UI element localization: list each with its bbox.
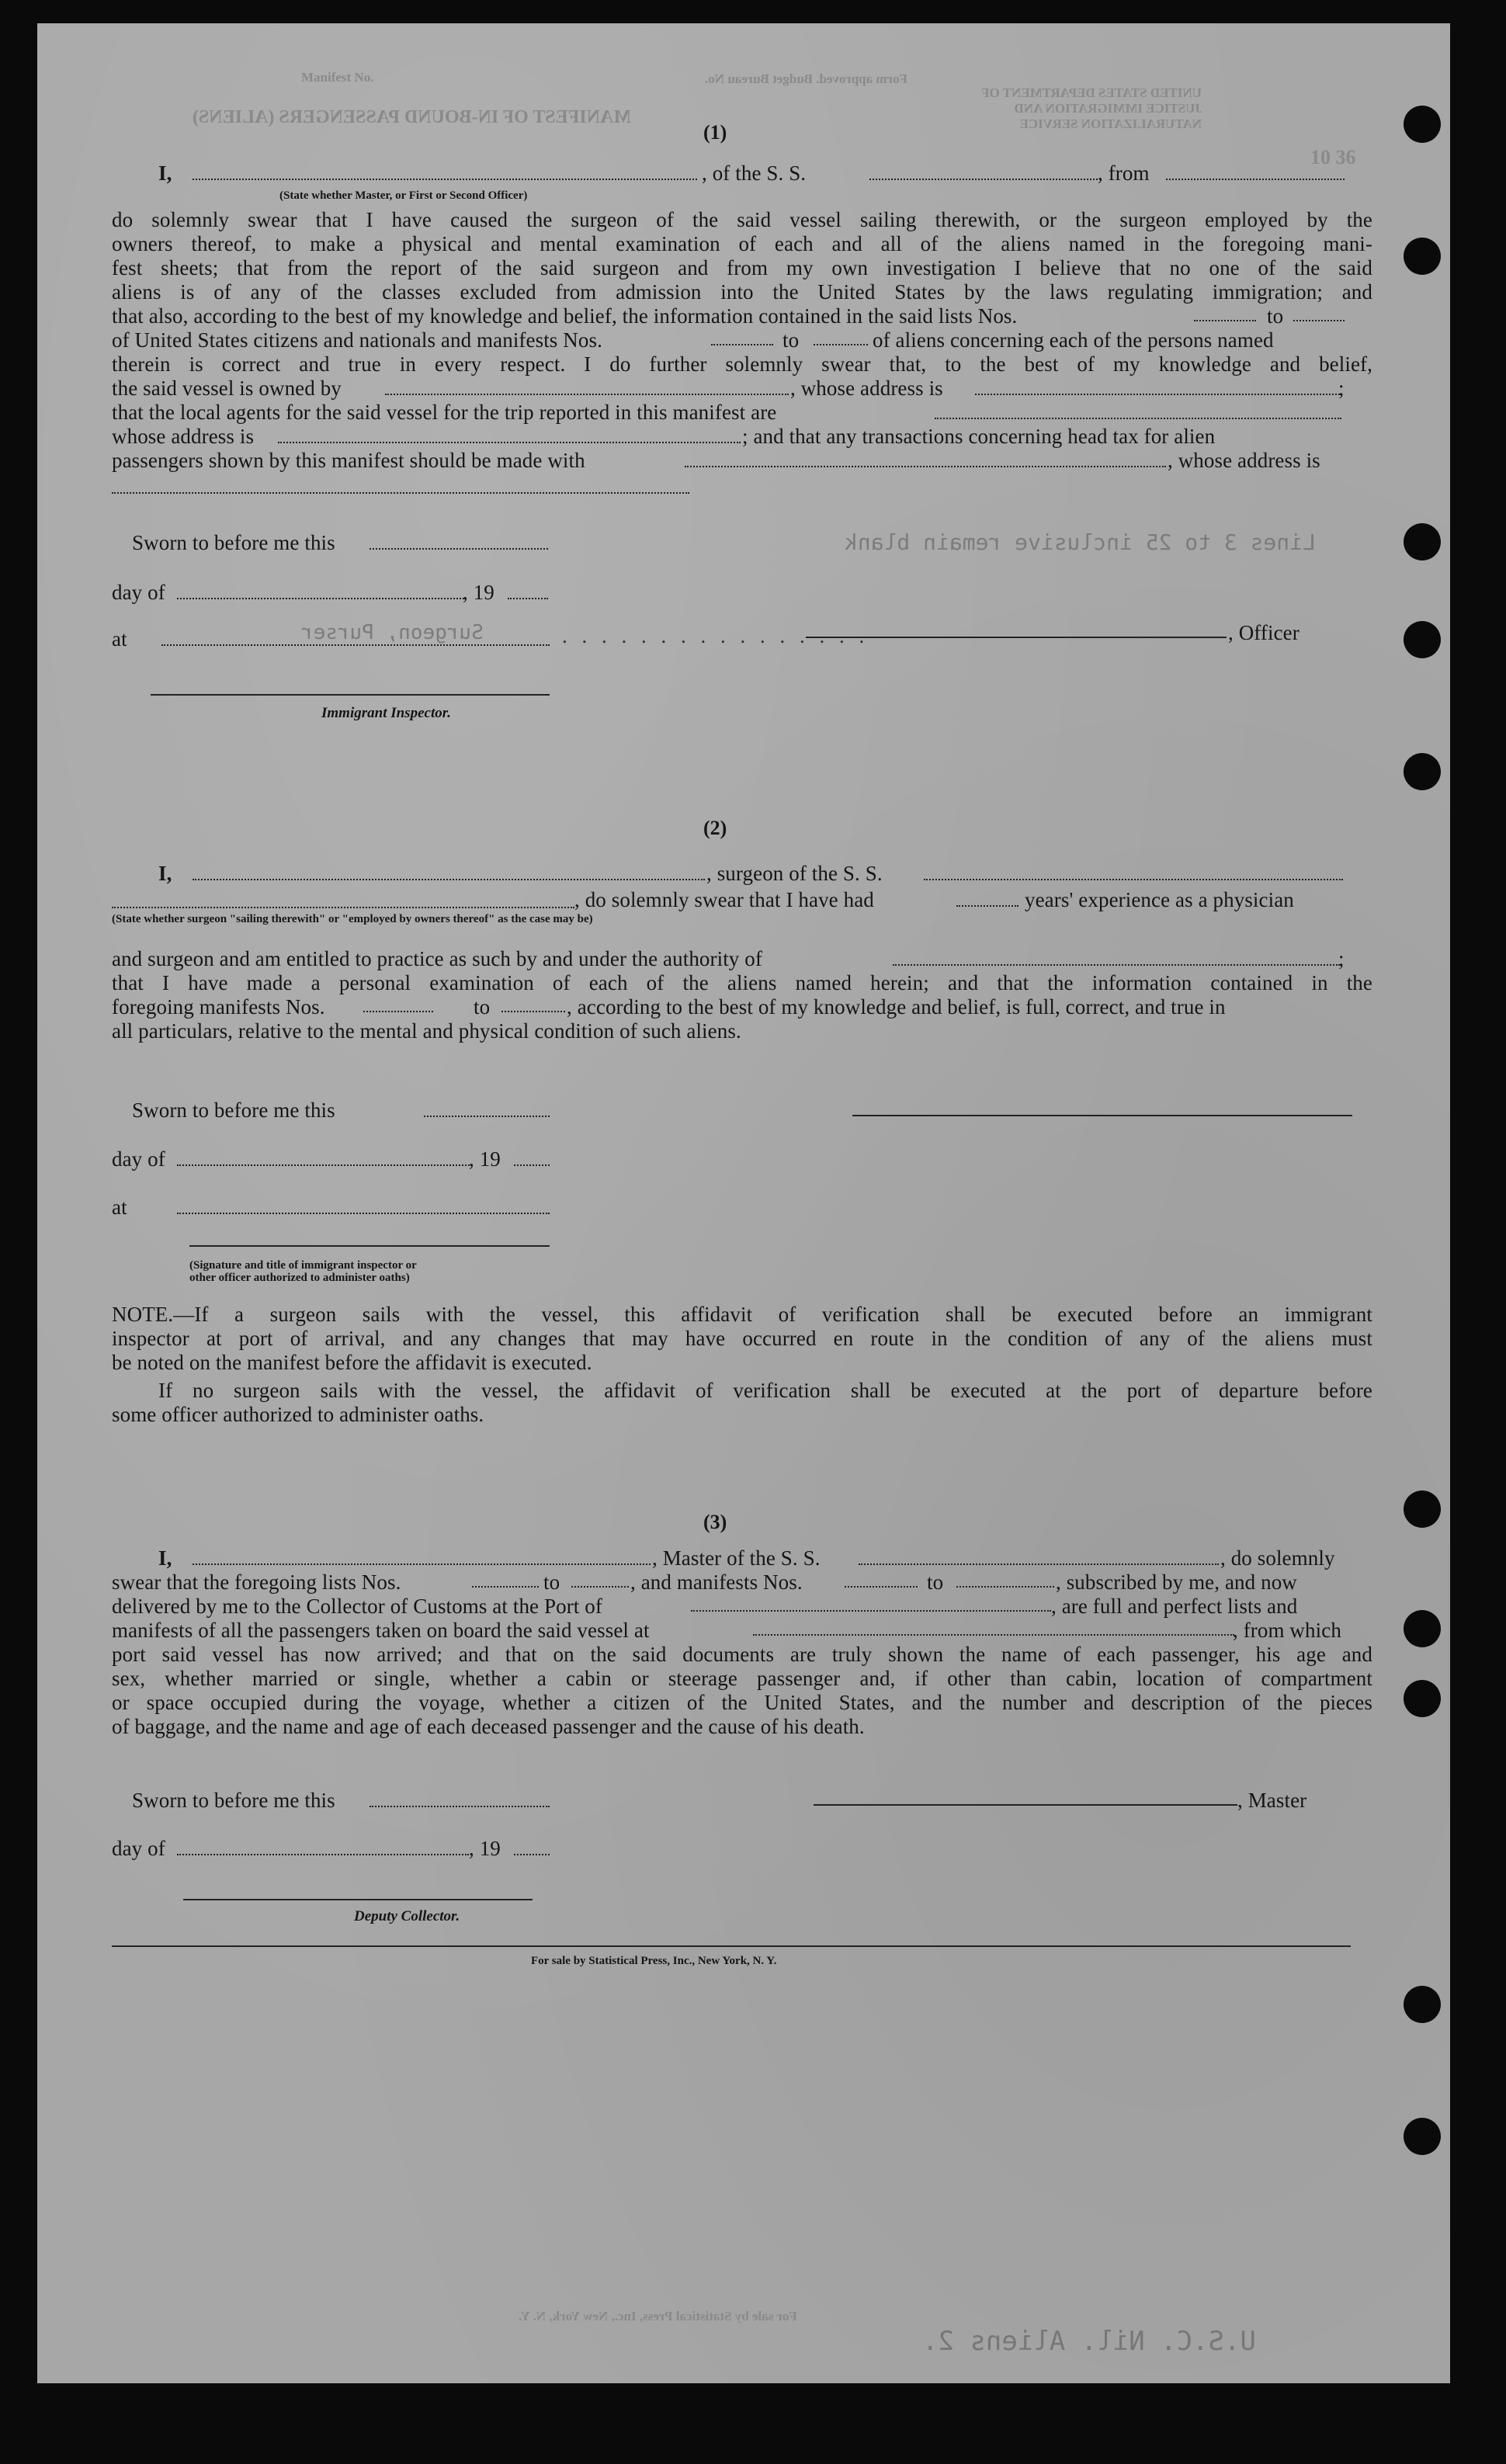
bleed-date: 10 36 [1310, 146, 1356, 168]
manifests-to [956, 1586, 1054, 1588]
year-label: , 19 [463, 581, 494, 604]
owner-address-field [975, 394, 1340, 395]
printer-credit: For sale by Statistical Press, Inc., New York, N. Y. [531, 1955, 777, 1967]
do-solemnly: , do solemnly [1220, 1546, 1335, 1570]
port-field [691, 1610, 1051, 1612]
and-manifests-text: , and manifests Nos. [630, 1570, 803, 1594]
to-label: to [782, 328, 800, 352]
whose-address-label: , whose address is [790, 377, 943, 400]
embark-port-field [753, 1634, 1234, 1636]
bleed-form-approved: Form approved. Budget Bureau No. [705, 71, 908, 86]
section-1-text: owners thereof, to make a physical and mental examination of each and all of the aliens named in the foregoing mani- [112, 232, 1372, 255]
section-1-text: whose address is [112, 425, 255, 448]
inspector-caption: Immigrant Inspector. [321, 705, 451, 721]
punch-hole [1404, 106, 1441, 143]
punch-hole [1404, 1680, 1441, 1717]
to-label: to [474, 995, 491, 1019]
note-text: inspector at port of arrival, and any changes that may have occurred en route in the condition of any of the aliens must [112, 1327, 1372, 1350]
semicolon: ; [1338, 377, 1345, 400]
inspector-signature-line [189, 1245, 550, 1247]
surgeon-type-field [112, 907, 574, 908]
signature-caption-1: (Signature and title of immigrant inspector or [189, 1259, 417, 1272]
master-vessel-field [859, 1563, 1219, 1565]
section-1-text: of United States citizens and nationals and manifests Nos. [112, 328, 602, 352]
punch-hole [1404, 523, 1441, 560]
punch-hole [1404, 1610, 1441, 1647]
year-field [508, 598, 548, 599]
vessel-label: , of the S. S. [702, 161, 807, 185]
bleed-department: UNITED STATES DEPARTMENT OF JUSTICE IMMIGRATION AND NATURALIZATION SERVICE [981, 85, 1202, 131]
full-lists-text: , are full and perfect lists and [1051, 1595, 1298, 1618]
punch-hole [1404, 1491, 1441, 1528]
deputy-collector-caption: Deputy Collector. [354, 1908, 460, 1924]
years-text: years' experience as a physician [1025, 888, 1294, 911]
at-label: at [112, 627, 127, 651]
at-field [161, 644, 550, 646]
year-field [514, 1854, 550, 1855]
bleed-bottom-stamp: U.S.C. Nil. Aliens 2. [922, 2326, 1256, 2357]
master-label: , Master [1237, 1789, 1307, 1812]
surgeon-caption: (State whether surgeon "sailing therewith" or "employed by owners thereof" as the case may be) [112, 913, 593, 925]
sworn-label: Sworn to before me this [132, 1098, 335, 1122]
note-text: If no surgeon sails with the vessel, the affidavit of verification shall be executed at the port of departure before [158, 1379, 1372, 1402]
punch-hole [1404, 753, 1441, 790]
section-1-text: do solemnly swear that I have caused the surgeon of the said vessel sailing therewith, or the surgeon employed by the [112, 208, 1372, 231]
head-tax-text: ; and that any transactions concerning head tax for alien [742, 425, 1216, 448]
at-field [177, 1213, 550, 1214]
officer-signature-line [806, 637, 1227, 638]
section-3-line-1 [158, 1546, 172, 1570]
section-1-text: passengers shown by this manifest should be made with [112, 449, 585, 472]
surgeon-signature-line [852, 1115, 1352, 1116]
collector-signature-line [183, 1899, 533, 1900]
punch-hole [1404, 2118, 1441, 2155]
semicolon: ; [1338, 947, 1345, 970]
day-of-label: day of [112, 1837, 165, 1860]
section-2-line-1 [158, 862, 172, 886]
master-name-field [193, 1563, 651, 1565]
section-3-text: delivered by me to the Collector of Customs at the Port of [112, 1595, 602, 1618]
list-no-to [1293, 320, 1345, 321]
manifest-page [37, 23, 1450, 2383]
from-field [1166, 179, 1345, 180]
whose-address-label: , whose address is [1168, 449, 1320, 472]
section-2-number: (2) [703, 817, 727, 839]
section-3-text: or space occupied during the voyage, whether a citizen of the United States, and the number and description of the pieces [112, 1691, 1372, 1714]
bleed-officer: Surgeon, Purser [301, 621, 484, 644]
section-3-text: manifests of all the passengers taken on board the said vessel at [112, 1619, 650, 1642]
master-signature-line [814, 1804, 1237, 1806]
surgeon-manifest-from [363, 1011, 433, 1012]
surgeon-vessel-label: , surgeon of the S. S. [706, 862, 883, 885]
bleed-manifest-no: Manifest No. [301, 70, 374, 85]
section-3-text: of baggage, and the name and age of each deceased passenger and the cause of his death. [112, 1715, 865, 1738]
officer-label: , Officer [1228, 621, 1300, 644]
inspector-signature-line [151, 694, 550, 696]
month-field [177, 598, 464, 599]
note-text: some officer authorized to administer oaths. [112, 1403, 484, 1426]
footer-rule [112, 1945, 1351, 1947]
oath-i: I, [158, 1546, 172, 1570]
section-2-text: and surgeon and am entitled to practice as such by and under the authority of [112, 947, 762, 970]
sworn-day-field [424, 1116, 550, 1117]
sworn-day-field [370, 548, 548, 550]
day-of-label: day of [112, 581, 165, 604]
head-tax-address-field [112, 492, 689, 494]
surgeon-manifest-to [501, 1011, 565, 1012]
master-name-field [193, 179, 697, 180]
to-label: to [1267, 304, 1284, 328]
section-1-text: therein is correct and true in every respect. I do further solemnly swear that, to the best of my knowledge and belief, [112, 352, 1372, 376]
lists-to [571, 1586, 629, 1588]
from-which-text: , from which [1233, 1619, 1341, 1642]
lists-from [472, 1586, 539, 1588]
section-3-text: sex, whether married or single, whether a cabin or steerage passenger and, if other than cabin, location of compartment [112, 1667, 1372, 1690]
of-aliens-text: of aliens concerning each of the persons named [873, 328, 1274, 352]
section-2-text: that I have made a personal examination of each of the aliens named herein; and that the information contained in the [112, 971, 1372, 994]
note-text [112, 1303, 1372, 1327]
manifest-no-to [814, 344, 868, 345]
oath-i: I, [158, 161, 172, 185]
sworn-day-field [370, 1806, 550, 1807]
officer-caption: (State whether Master, or First or Second Officer) [279, 189, 528, 202]
section-2-text: foregoing manifests Nos. [112, 995, 325, 1019]
section-1-text: the said vessel is owned by [112, 377, 342, 400]
year-label: , 19 [469, 1837, 501, 1860]
swear-text: , do solemnly swear that I have had [574, 888, 874, 911]
years-field [956, 905, 1018, 907]
punch-hole [1404, 238, 1441, 275]
bleed-remark: Lines 3 to 25 inclusive remain blank [845, 529, 1316, 555]
section-1-text: that the local agents for the said vessel for the trip reported in this manifest are [112, 401, 777, 424]
section-1-text: fest sheets; that from the report of the said surgeon and from my own investigation I believe that no one of the said [112, 256, 1372, 279]
section-1-text: aliens is of any of the classes excluded from admission into the United States by the laws regulating immigration; and [112, 280, 1372, 304]
subscribed-text: , subscribed by me, and now [1056, 1570, 1297, 1594]
punch-hole [1404, 621, 1441, 658]
oath-i: I, [158, 862, 172, 885]
according-text: , according to the best of my knowledge and belief, is full, correct, and true in [567, 995, 1226, 1019]
master-vessel-label: , Master of the S. S. [652, 1546, 821, 1570]
month-field [177, 1854, 469, 1855]
year-field [514, 1164, 550, 1166]
to-label: to [927, 1570, 944, 1594]
owner-field [385, 394, 789, 395]
sworn-label: Sworn to before me this [132, 1789, 335, 1812]
section-2-text: all particulars, relative to the mental and physical condition of such aliens. [112, 1019, 741, 1043]
section-1-number: (1) [703, 121, 727, 144]
section-3-text: swear that the foregoing lists Nos. [112, 1570, 401, 1594]
at-label: at [112, 1196, 127, 1219]
note-text: be noted on the manifest before the affidavit is executed. [112, 1351, 592, 1374]
head-tax-party-field [685, 466, 1166, 467]
note-lead: NOTE. [112, 1303, 174, 1326]
agents-address-field [278, 442, 741, 443]
section-1-text: that also, according to the best of my knowledge and belief, the information contained in the said lists Nos. [112, 304, 1018, 328]
authority-field [893, 964, 1340, 966]
sworn-label: Sworn to before me this [132, 531, 335, 554]
vessel-name-field [869, 179, 1098, 180]
note-line: —If a surgeon sails with the vessel, this affidavit of verification shall be executed before an immigrant [173, 1303, 1372, 1326]
signature-caption-2: other officer authorized to administer oaths) [189, 1272, 410, 1284]
from-label: , from [1098, 161, 1150, 185]
manifest-no-from [711, 344, 773, 345]
section-3-number: (3) [703, 1511, 727, 1533]
year-label: , 19 [469, 1147, 501, 1171]
surgeon-vessel-field [924, 879, 1343, 880]
day-of-label: day of [112, 1147, 165, 1171]
bleed-title: MANIFEST OF IN-BOUND PASSENGERS (ALIENS) [193, 107, 631, 127]
surgeon-name-field [193, 879, 705, 880]
to-label: to [543, 1570, 560, 1594]
list-no-from [1194, 320, 1256, 321]
section-3-text: port said vessel has now arrived; and that on the said documents are truly shown the name of each passenger, his age and [112, 1643, 1372, 1666]
punch-hole [1404, 1986, 1441, 2023]
bleed-dots: . . . . . . . . . . . . . . . . [562, 624, 869, 647]
month-field [177, 1164, 472, 1166]
agents-field [935, 418, 1341, 419]
bleed-bottom-small: For sale by Statistical Press, Inc., New York, N. Y. [519, 2309, 797, 2323]
section-1-line-1 [158, 161, 172, 186]
manifests-from [845, 1586, 918, 1588]
